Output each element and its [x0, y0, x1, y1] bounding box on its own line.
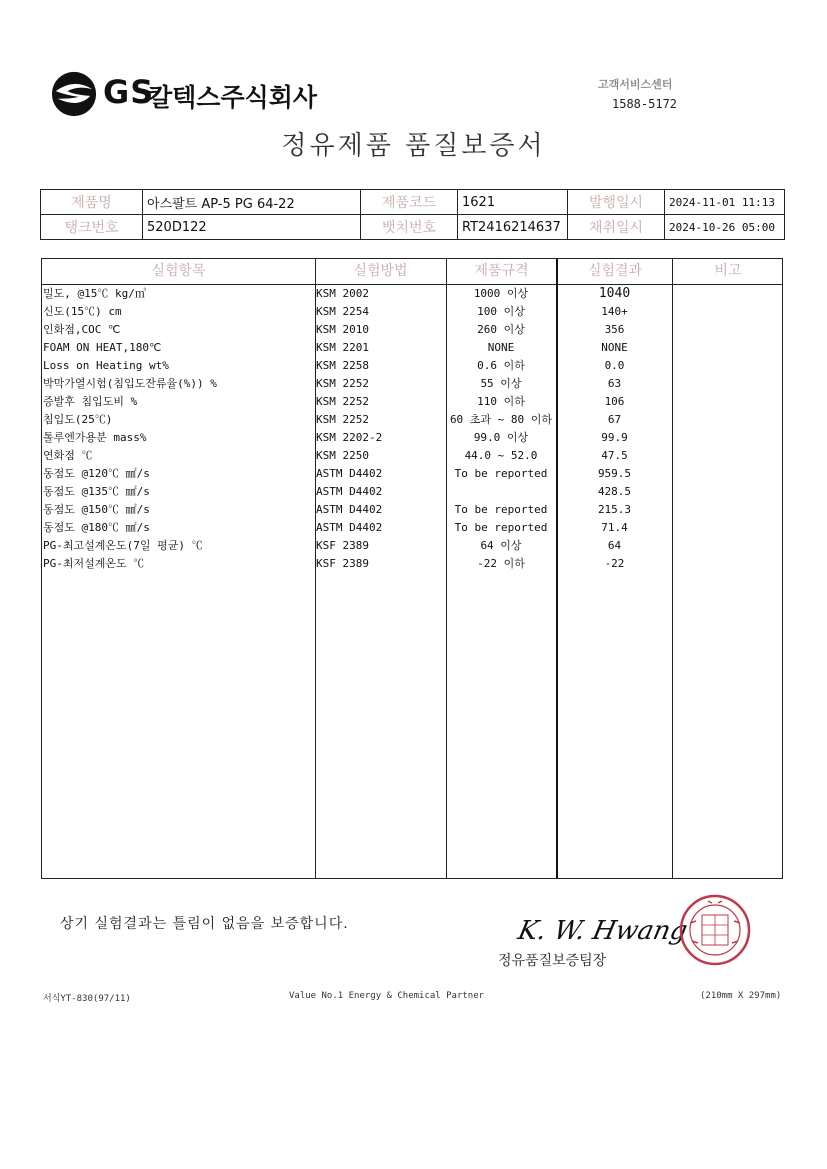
row-method: ASTM D4402 [316, 485, 383, 498]
row-spec: 60 초과 ~ 80 이하 [449, 413, 553, 426]
table-row [42, 321, 784, 339]
row-method: ASTM D4402 [316, 521, 383, 534]
sampling-date-value: 2024-10-26 05:00 [665, 215, 785, 240]
row-item: 박막가열시험(침입도잔류율(%)) % [43, 377, 217, 390]
row-method: KSF 2389 [316, 539, 369, 552]
row-spec: 100 이상 [477, 305, 525, 318]
tank-no-label: 탱크번호 [41, 215, 143, 240]
customer-service-label: 고객서비스센터 [598, 78, 673, 91]
row-result: 1040 [598, 286, 631, 301]
row-method: KSM 2010 [316, 323, 369, 336]
product-name-label: 제품명 [41, 190, 143, 215]
row-result: 0.0 [604, 359, 625, 372]
table-row [42, 555, 784, 573]
row-method: KSF 2389 [316, 557, 369, 570]
row-result: 356 [604, 323, 625, 336]
row-item: 신도(15℃) cm [43, 305, 122, 318]
guarantee-statement: 상기 실험결과는 틀림이 없음을 보증합니다. [60, 916, 349, 932]
product-info-table [40, 189, 785, 240]
table-row [42, 339, 784, 357]
row-method: ASTM D4402 [316, 467, 383, 480]
signature: K. W. Hwang [515, 916, 691, 946]
row-spec: NONE [487, 341, 515, 354]
product-code-value: 1621 [458, 190, 568, 215]
issue-date-value: 2024-11-01 11:13 [665, 190, 785, 215]
table-row [42, 303, 784, 321]
row-method: ASTM D4402 [316, 503, 383, 516]
row-method: KSM 2252 [316, 377, 369, 390]
company-name: 칼텍스주식회사 [148, 83, 318, 112]
row-result: 428.5 [597, 485, 632, 498]
row-spec: 1000 이상 [473, 287, 529, 300]
row-result: 47.5 [601, 449, 628, 462]
row-item: 동점도 @120℃ ㎟/s [43, 467, 150, 480]
team-leader-title: 정유품질보증팀장 [498, 953, 607, 969]
form-number: 서식YT-830(97/11) [43, 994, 131, 1004]
row-spec: 55 이상 [480, 377, 522, 390]
header-method: 실험방법 [353, 263, 408, 279]
row-spec: 110 이하 [477, 395, 525, 408]
row-result: 67 [607, 413, 622, 426]
row-method: KSM 2002 [316, 287, 369, 300]
tank-no-value: 520D122 [143, 215, 361, 240]
table-row [42, 447, 784, 465]
row-item: 톨루엔가용분 mass% [43, 431, 147, 444]
row-result: 215.3 [597, 503, 632, 516]
row-item: 동점도 @150℃ ㎟/s [43, 503, 150, 516]
batch-no-value: RT2416214637 [458, 215, 568, 240]
row-method: KSM 2201 [316, 341, 369, 354]
row-spec: To be reported [454, 503, 548, 516]
test-results-table [41, 258, 783, 879]
product-name-value: 아스팔트 AP-5 PG 64-22 [143, 190, 361, 215]
table-row [42, 411, 784, 429]
table-row [42, 483, 784, 501]
footer-slogan: Value No.1 Energy & Chemical Partner [289, 991, 485, 1001]
row-item: PG-최고설계온도(7일 평균) ℃ [43, 539, 203, 552]
table-row [42, 519, 784, 537]
row-spec: 260 이상 [477, 323, 525, 336]
row-spec: 99.0 이상 [473, 431, 529, 444]
batch-no-label: 뱃치번호 [361, 215, 458, 240]
row-result: 99.9 [601, 431, 628, 444]
document-title: 정유제품 품질보증서 [281, 131, 546, 161]
table-row [42, 285, 784, 303]
table-row [42, 537, 784, 555]
table-row [42, 429, 784, 447]
table-row [42, 501, 784, 519]
row-result: 64 [607, 539, 622, 552]
row-spec: -22 이하 [477, 557, 525, 570]
row-item: 동점도 @180℃ ㎟/s [43, 521, 150, 534]
company-seal-icon [678, 893, 752, 967]
row-spec: 44.0 ~ 52.0 [464, 449, 538, 462]
paper-size: (210mm X 297mm) [700, 991, 782, 1001]
sampling-date-label: 채취일시 [568, 215, 665, 240]
row-result: 959.5 [597, 467, 632, 480]
row-item: FOAM ON HEAT,180℃ [43, 341, 162, 354]
row-item: 침입도(25℃) [43, 413, 113, 426]
row-item: 밀도, @15℃ kg/㎥ [43, 287, 146, 300]
header-spec: 제품규격 [474, 263, 529, 279]
header-remark: 비고 [714, 263, 742, 279]
row-method: KSM 2252 [316, 395, 369, 408]
table-row [42, 393, 784, 411]
row-method: KSM 2254 [316, 305, 369, 318]
table-row [42, 375, 784, 393]
row-result: 140+ [601, 305, 628, 318]
row-result: 71.4 [601, 521, 628, 534]
brand-name: GS [103, 73, 155, 111]
results-rows [42, 285, 784, 573]
table-row [42, 357, 784, 375]
row-result: 106 [604, 395, 625, 408]
gs-logo-icon [50, 70, 98, 118]
header-item: 실험항목 [151, 263, 206, 279]
row-item: 증발후 침입도비 % [43, 395, 138, 408]
row-item: 동점도 @135℃ ㎟/s [43, 485, 150, 498]
header-result: 실험결과 [587, 263, 643, 279]
row-item: 인화점,COC ℃ [43, 323, 121, 336]
row-method: KSM 2258 [316, 359, 369, 372]
row-method: KSM 2252 [316, 413, 369, 426]
product-code-label: 제품코드 [361, 190, 458, 215]
row-spec: 64 이상 [480, 539, 522, 552]
row-result: -22 [604, 557, 625, 570]
row-spec: To be reported [454, 467, 548, 480]
row-item: 연화점 ℃ [43, 449, 93, 462]
row-result: 63 [607, 377, 622, 390]
signature-icon [515, 905, 691, 953]
row-spec: To be reported [454, 521, 548, 534]
issue-date-label: 발행일시 [568, 190, 665, 215]
row-item: Loss on Heating wt% [43, 359, 169, 372]
customer-service-phone: 1588-5172 [612, 97, 678, 111]
row-spec: 0.6 이하 [477, 359, 525, 372]
row-method: KSM 2250 [316, 449, 369, 462]
row-method: KSM 2202-2 [316, 431, 383, 444]
row-result: NONE [601, 341, 628, 354]
table-row [42, 465, 784, 483]
row-item: PG-최저설계온도 ℃ [43, 557, 145, 570]
